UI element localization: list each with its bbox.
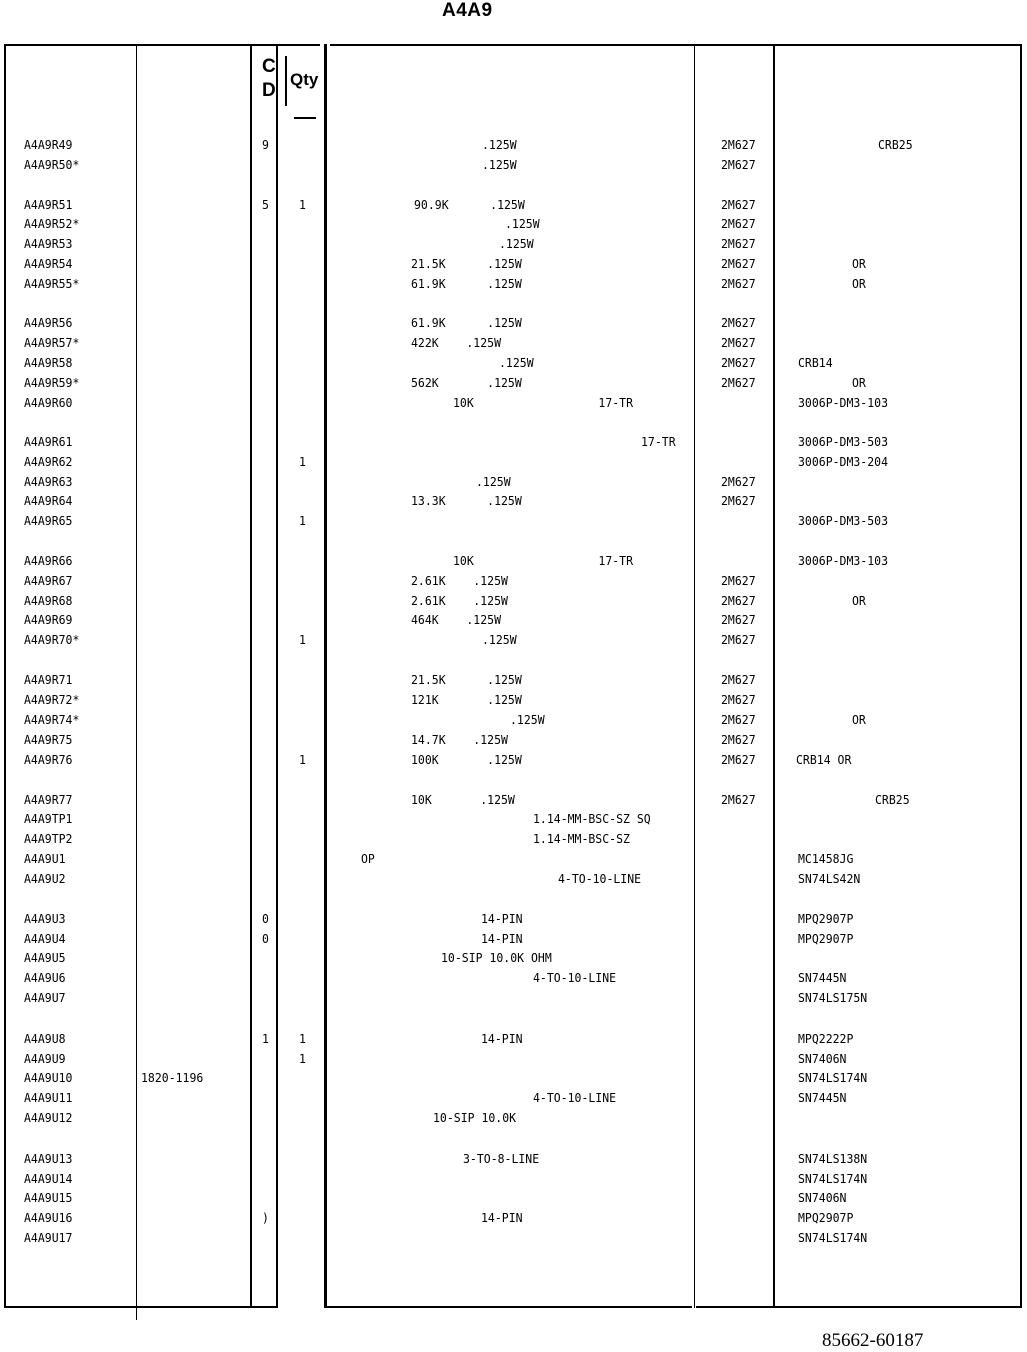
- row-description: 1.14-MM-BSC-SZ: [533, 831, 630, 846]
- row-reference-designator: A4A9R62: [24, 454, 73, 469]
- row-description: 2.61K .125W: [411, 593, 508, 608]
- row-qty: 1: [299, 1031, 306, 1046]
- row-mfr-part-number: MPQ2907P: [798, 931, 854, 946]
- row-reference-designator: A4A9U12: [24, 1110, 73, 1125]
- row-qty: 1: [299, 454, 306, 469]
- row-reference-designator: A4A9R76: [24, 752, 73, 767]
- row-mfr-part-number: MC1458JG: [798, 851, 854, 866]
- row-reference-designator: A4A9U1: [24, 851, 66, 866]
- row-reference-designator: A4A9U14: [24, 1171, 73, 1186]
- row-reference-designator: A4A9R56: [24, 315, 73, 330]
- row-description: 14.7K .125W: [411, 732, 508, 747]
- page-title: A4A9: [442, 0, 493, 21]
- row-mfr-part-number: CRB14: [798, 355, 833, 370]
- row-mfr-part-number: SN74LS174N: [798, 1230, 868, 1245]
- row-description: 4-TO-10-LINE: [533, 1090, 617, 1105]
- row-reference-designator: A4A9R71: [24, 672, 73, 687]
- row-mfr-code: 2M627: [721, 632, 756, 647]
- row-cd-digit: 0: [262, 931, 269, 946]
- row-description: 464K .125W: [411, 612, 502, 627]
- col-divider-qty: [285, 56, 287, 106]
- row-description: 3-TO-8-LINE: [463, 1151, 540, 1166]
- row-mfr-code: 2M627: [721, 493, 756, 508]
- row-description: 61.9K .125W: [411, 276, 522, 291]
- row-mfr-code: 2M627: [721, 276, 756, 291]
- row-description: 10K .125W: [411, 792, 515, 807]
- row-reference-designator: A4A9U11: [24, 1090, 73, 1105]
- col-divider-cd: [250, 44, 252, 1308]
- row-mfr-part-number: SN74LS138N: [798, 1151, 868, 1166]
- row-mfr-code: 2M627: [721, 612, 756, 627]
- row-description: .125W: [482, 632, 517, 647]
- row-reference-designator: A4A9U17: [24, 1230, 73, 1245]
- row-reference-designator: A4A9R51: [24, 197, 73, 212]
- row-reference-designator: A4A9U15: [24, 1190, 73, 1205]
- row-reference-designator: A4A9R66: [24, 553, 73, 568]
- row-description: OP: [361, 851, 375, 866]
- row-mfr-code: 2M627: [721, 712, 756, 727]
- row-description: 10K 17-TR: [453, 553, 634, 568]
- row-description: .125W: [499, 236, 534, 251]
- row-reference-designator: A4A9U7: [24, 990, 66, 1005]
- row-mfr-code: 2M627: [721, 792, 756, 807]
- row-mfr-part-number: MPQ2907P: [798, 911, 854, 926]
- row-reference-designator: A4A9U10: [24, 1070, 73, 1085]
- row-reference-designator: A4A9U6: [24, 970, 66, 985]
- row-description: 121K .125W: [411, 692, 522, 707]
- row-reference-designator: A4A9U16: [24, 1210, 73, 1225]
- row-mfr-part-number: SN74LS174N: [798, 1070, 868, 1085]
- row-description: 1.14-MM-BSC-SZ SQ: [533, 811, 651, 826]
- row-description: 2.61K .125W: [411, 573, 508, 588]
- row-mfr-part-number: SN7406N: [798, 1190, 847, 1205]
- row-reference-designator: A4A9R69: [24, 612, 73, 627]
- row-reference-designator: A4A9R58: [24, 355, 73, 370]
- row-mfr-part-number: CRB14 OR: [796, 752, 852, 767]
- row-mfr-part-number: SN74LS174N: [798, 1171, 868, 1186]
- row-cd-digit: 0: [262, 911, 269, 926]
- row-description: 4-TO-10-LINE: [533, 970, 617, 985]
- row-mfr-part-number: SN7445N: [798, 970, 847, 985]
- row-mfr-code: 2M627: [721, 732, 756, 747]
- row-description: 10-SIP 10.0K: [433, 1110, 517, 1125]
- row-description: 422K .125W: [411, 335, 502, 350]
- row-description: .125W: [482, 157, 517, 172]
- row-reference-designator: A4A9U5: [24, 950, 66, 965]
- row-reference-designator: A4A9R64: [24, 493, 73, 508]
- row-description: 21.5K .125W: [411, 672, 522, 687]
- table-top-rule: [4, 44, 320, 46]
- row-reference-designator: A4A9TP1: [24, 811, 73, 826]
- row-mfr-code: 2M627: [721, 672, 756, 687]
- row-mfr-code: 2M627: [721, 256, 756, 271]
- col-divider-right: [1020, 44, 1022, 1308]
- row-mfr-code: 2M627: [721, 236, 756, 251]
- qty-underline: [294, 117, 316, 119]
- row-qty: 1: [299, 513, 306, 528]
- row-description: 17-TR: [641, 434, 676, 449]
- row-reference-designator: A4A9R72*: [24, 692, 80, 707]
- row-description: 4-TO-10-LINE: [558, 871, 642, 886]
- row-description: .125W: [510, 712, 545, 727]
- row-description: 13.3K .125W: [411, 493, 522, 508]
- row-description: 14-PIN: [481, 931, 523, 946]
- row-reference-designator: A4A9U2: [24, 871, 66, 886]
- row-mfr-code: 2M627: [721, 335, 756, 350]
- row-reference-designator: A4A9R63: [24, 474, 73, 489]
- row-mfr-part-number: MPQ2907P: [798, 1210, 854, 1225]
- row-description: .125W: [476, 474, 511, 489]
- page-footer-number: 85662-60187: [822, 1330, 924, 1351]
- row-mfr-part-number: 3006P-DM3-103: [798, 553, 889, 568]
- row-reference-designator: A4A9U8: [24, 1031, 66, 1046]
- table-top-rule-right: [330, 44, 1022, 46]
- row-description: 14-PIN: [481, 1031, 523, 1046]
- row-mfr-part-number: SN74LS175N: [798, 990, 868, 1005]
- row-description: 90.9K .125W: [414, 197, 525, 212]
- header-cd-c: C: [262, 56, 276, 77]
- row-qty: 1: [299, 752, 306, 767]
- row-mfr-code: 2M627: [721, 593, 756, 608]
- row-cd-digit: 1: [262, 1031, 269, 1046]
- col-divider-hp: [136, 44, 137, 1320]
- row-description: 14-PIN: [481, 911, 523, 926]
- row-mfr-part-number: MPQ2222P: [798, 1031, 854, 1046]
- row-reference-designator: A4A9R49: [24, 137, 73, 152]
- row-reference-designator: A4A9R67: [24, 573, 73, 588]
- row-mfr-code: 2M627: [721, 375, 756, 390]
- row-mfr-code: 2M627: [721, 137, 756, 152]
- row-reference-designator: A4A9R59*: [24, 375, 80, 390]
- row-cd-digit: ): [262, 1210, 269, 1225]
- row-reference-designator: A4A9TP2: [24, 831, 73, 846]
- row-mfr-code: 2M627: [721, 752, 756, 767]
- row-reference-designator: A4A9R65: [24, 513, 73, 528]
- row-description: .125W: [505, 216, 540, 231]
- row-reference-designator: A4A9R55*: [24, 276, 80, 291]
- row-mfr-part-number: OR: [852, 276, 866, 291]
- header-cd-d: D: [262, 80, 276, 101]
- row-mfr-code: 2M627: [721, 692, 756, 707]
- col-divider-desc: [324, 44, 327, 1308]
- row-mfr-part-number: 3006P-DM3-103: [798, 395, 889, 410]
- row-reference-designator: A4A9U13: [24, 1151, 73, 1166]
- row-reference-designator: A4A9R70*: [24, 632, 80, 647]
- col-divider-code: [694, 44, 695, 1308]
- table-bottom-rule-far: [696, 1306, 1020, 1308]
- row-mfr-part-number: OR: [852, 256, 866, 271]
- row-reference-designator: A4A9U9: [24, 1051, 66, 1066]
- row-reference-designator: A4A9R57*: [24, 335, 80, 350]
- row-mfr-part-number: OR: [852, 375, 866, 390]
- row-reference-designator: A4A9R60: [24, 395, 73, 410]
- row-reference-designator: A4A9R53: [24, 236, 73, 251]
- col-divider-cd-right: [276, 44, 278, 1308]
- row-description: 21.5K .125W: [411, 256, 522, 271]
- row-mfr-part-number: SN74LS42N: [798, 871, 861, 886]
- row-mfr-code: 2M627: [721, 197, 756, 212]
- row-description: .125W: [482, 137, 517, 152]
- row-hp-part-number: 1820-1196: [141, 1070, 204, 1085]
- row-mfr-part-number: SN7445N: [798, 1090, 847, 1105]
- row-qty: 1: [299, 197, 306, 212]
- row-mfr-part-number: OR: [852, 593, 866, 608]
- row-mfr-part-number: 3006P-DM3-503: [798, 513, 889, 528]
- row-description: 10K 17-TR: [453, 395, 634, 410]
- row-reference-designator: A4A9U3: [24, 911, 66, 926]
- row-description: 562K .125W: [411, 375, 522, 390]
- row-mfr-part-number: CRB25: [875, 792, 910, 807]
- row-reference-designator: A4A9R77: [24, 792, 73, 807]
- row-description: 61.9K .125W: [411, 315, 522, 330]
- table-bottom-rule-right: [326, 1306, 692, 1308]
- row-mfr-code: 2M627: [721, 573, 756, 588]
- row-mfr-part-number: OR: [852, 712, 866, 727]
- row-mfr-part-number: 3006P-DM3-204: [798, 454, 889, 469]
- col-divider-mfr: [773, 44, 775, 1308]
- row-qty: 1: [299, 1051, 306, 1066]
- row-description: 100K .125W: [411, 752, 522, 767]
- row-reference-designator: A4A9R74*: [24, 712, 80, 727]
- row-description: 14-PIN: [481, 1210, 523, 1225]
- row-qty: 1: [299, 632, 306, 647]
- row-reference-designator: A4A9R54: [24, 256, 73, 271]
- row-mfr-part-number: CRB25: [878, 137, 913, 152]
- row-reference-designator: A4A9R52*: [24, 216, 80, 231]
- row-mfr-code: 2M627: [721, 474, 756, 489]
- row-description: 10-SIP 10.0K OHM: [441, 950, 552, 965]
- row-reference-designator: A4A9R50*: [24, 157, 80, 172]
- row-cd-digit: 9: [262, 137, 269, 152]
- row-mfr-code: 2M627: [721, 157, 756, 172]
- col-divider-left: [4, 44, 6, 1308]
- header-qty: Qty: [290, 70, 319, 89]
- row-description: .125W: [499, 355, 534, 370]
- row-mfr-part-number: 3006P-DM3-503: [798, 434, 889, 449]
- row-reference-designator: A4A9R75: [24, 732, 73, 747]
- row-mfr-code: 2M627: [721, 315, 756, 330]
- row-mfr-code: 2M627: [721, 216, 756, 231]
- row-cd-digit: 5: [262, 197, 269, 212]
- table-bottom-rule: [4, 1306, 276, 1308]
- row-mfr-part-number: SN7406N: [798, 1051, 847, 1066]
- row-mfr-code: 2M627: [721, 355, 756, 370]
- row-reference-designator: A4A9R61: [24, 434, 73, 449]
- row-reference-designator: A4A9U4: [24, 931, 66, 946]
- row-reference-designator: A4A9R68: [24, 593, 73, 608]
